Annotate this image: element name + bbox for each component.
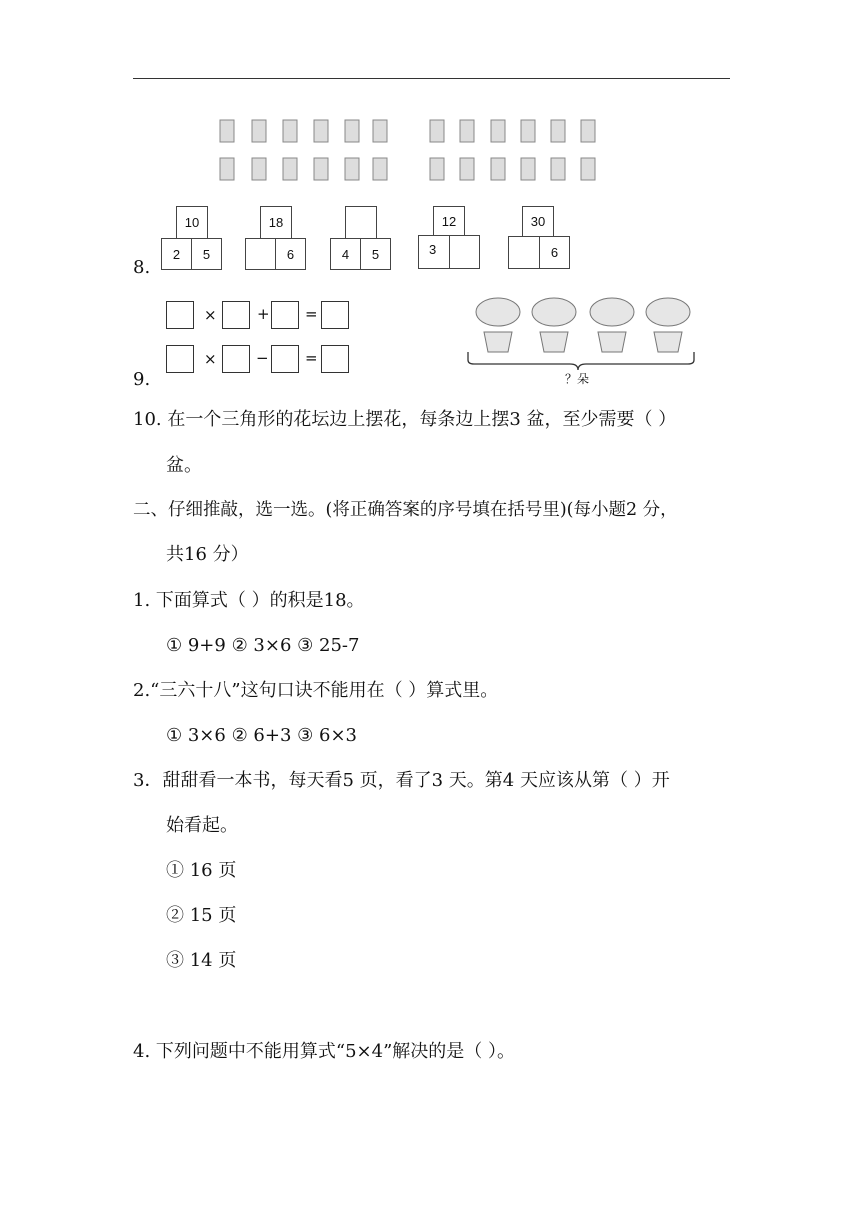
q10-line1: 10. 在一个三角形的花坛边上摆花，每条边上摆3 盆，至少需要（ ）: [133, 409, 677, 430]
house-right[interactable]: 5: [360, 238, 391, 270]
question-3-stem: 3．甜甜看一本书，每天看5 页，看了3 天。第4 天应该从第（ ）开: [133, 770, 670, 791]
question-1-options: ① 9+9 ② 3×6 ③ 25-7: [166, 635, 360, 656]
answer-box[interactable]: [321, 345, 349, 373]
house-left[interactable]: 2: [161, 238, 192, 270]
flower-pot-icon: [532, 298, 576, 352]
answer-box[interactable]: [222, 301, 250, 329]
shirt-icon: [220, 120, 387, 180]
house-left[interactable]: [245, 238, 276, 270]
q10-line2: 盆。: [166, 455, 202, 476]
question-3-stem-line2: 始看起。: [166, 815, 238, 836]
answer-box[interactable]: [271, 345, 299, 373]
q8-number: 8.: [133, 257, 151, 278]
pants-icon: [430, 120, 595, 180]
brace-label: ？朵: [565, 372, 590, 386]
answer-box[interactable]: [271, 301, 299, 329]
house-right[interactable]: [449, 235, 480, 269]
clothing-icons: [215, 116, 600, 188]
house-top[interactable]: 18: [260, 206, 292, 239]
question-3-option-1: ① 16 页: [166, 860, 237, 881]
answer-box[interactable]: [166, 301, 194, 329]
house-top[interactable]: 12: [433, 206, 465, 236]
operator: =: [305, 349, 318, 367]
flower-pot-icon: [590, 298, 634, 352]
house-top[interactable]: [345, 206, 377, 239]
house-left[interactable]: [508, 236, 540, 269]
q9-number: 9.: [133, 369, 151, 390]
operator: ×: [204, 306, 217, 324]
answer-box[interactable]: [222, 345, 250, 373]
question-2-options: ① 3×6 ② 6+3 ③ 6×3: [166, 725, 357, 746]
flower-pot-icon: [646, 298, 690, 352]
answer-box[interactable]: [321, 301, 349, 329]
operator: −: [256, 349, 269, 367]
operator: =: [305, 305, 318, 323]
house-top[interactable]: 10: [176, 206, 208, 239]
operator: +: [257, 305, 270, 323]
house-right[interactable]: 5: [191, 238, 222, 270]
brace: [468, 352, 694, 370]
question-3-option-3: ③ 14 页: [166, 950, 237, 971]
operator: ×: [204, 350, 217, 368]
house-top[interactable]: 30: [522, 206, 554, 237]
question-2-stem: 2.“三六十八”这句口诀不能用在（ ）算式里。: [133, 680, 499, 701]
house-right[interactable]: 6: [539, 236, 570, 269]
clothing-figure: [215, 116, 600, 188]
house-left[interactable]: 4: [330, 238, 361, 270]
house-right[interactable]: 6: [275, 238, 306, 270]
section2-heading-line1: 二、仔细推敲，选一选。(将正确答案的序号填在括号里)(每小题2 分，: [133, 500, 678, 520]
question-4-stem: 4. 下列问题中不能用算式“5×4”解决的是（ ）。: [133, 1041, 516, 1062]
question-3-option-2: ② 15 页: [166, 905, 237, 926]
house-left[interactable]: 3: [418, 235, 450, 269]
question-1-stem: 1. 下面算式（ ）的积是18。: [133, 590, 365, 611]
answer-box[interactable]: [166, 345, 194, 373]
section2-heading-line2: 共16 分）: [166, 544, 249, 565]
flower-pot-icon: [476, 298, 520, 352]
top-rule: [133, 78, 730, 79]
